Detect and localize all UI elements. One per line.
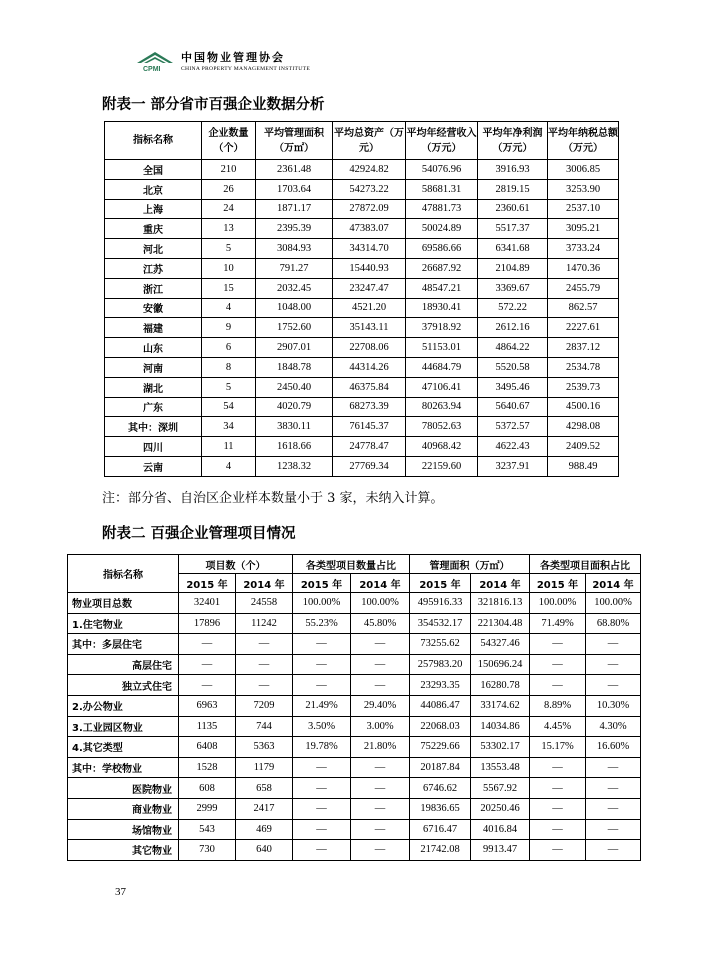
table-cell: 100.00% [530,593,586,614]
table-cell: 24 [202,199,256,219]
table-row [68,819,641,840]
table-cell: — [293,798,351,819]
table-cell: 47106.41 [406,377,478,397]
table-cell: 73255.62 [410,634,471,655]
table-row [68,634,641,655]
table-cell: 1871.17 [256,199,333,219]
table-row [105,199,619,219]
table-cell: 6716.47 [410,819,471,840]
table-cell: 53302.17 [471,737,530,758]
table-cell: 862.57 [548,298,619,318]
row-label: 2.办公物业 [68,695,179,716]
table-cell: 4.45% [530,716,586,737]
table-cell: 44684.79 [406,357,478,377]
table-cell: 48547.21 [406,278,478,298]
table-cell: 55.23% [293,613,351,634]
year-header: 2015 年 [530,574,586,593]
table-cell: 1048.00 [256,298,333,318]
table-cell: 354532.17 [410,613,471,634]
project-data-table [67,554,641,861]
table-cell: 2534.78 [548,357,619,377]
table-cell: 3253.90 [548,179,619,199]
table-cell: 45.80% [351,613,410,634]
table-cell: 4 [202,456,256,476]
table-cell: 42924.82 [333,160,406,180]
row-label: 上海 [105,199,202,219]
column-header: 平均总资产（万元） [333,122,406,160]
table-row [105,437,619,457]
table-cell: 44086.47 [410,695,471,716]
table-cell: 10 [202,258,256,278]
column-header: 平均年纳税总额（万元） [548,122,619,160]
table-cell: 1703.64 [256,179,333,199]
table-cell: 4500.16 [548,397,619,417]
table-cell: 1238.32 [256,456,333,476]
table-cell: — [530,634,586,655]
row-label: 高层住宅 [68,654,179,675]
table-cell: 13553.48 [471,757,530,778]
table-cell: 13 [202,219,256,239]
row-label: 湖北 [105,377,202,397]
table-row [105,179,619,199]
table-cell: 1752.60 [256,318,333,338]
table-cell: 2612.16 [478,318,548,338]
table-cell: — [236,654,293,675]
table-row [68,840,641,861]
table-cell: 221304.48 [471,613,530,634]
table-cell: 1618.66 [256,437,333,457]
table-cell: 32401 [179,593,236,614]
table-cell: 1179 [236,757,293,778]
table-cell: 23293.35 [410,675,471,696]
table-cell: — [293,634,351,655]
table-cell: 24558 [236,593,293,614]
table-cell: 4016.84 [471,819,530,840]
table-row [105,258,619,278]
header-group: 各类型项目面积占比 [530,555,641,574]
table-cell: 14034.86 [471,716,530,737]
year-header: 2015 年 [293,574,351,593]
table-cell: 15 [202,278,256,298]
table-cell: 744 [236,716,293,737]
table-cell: 40968.42 [406,437,478,457]
year-header: 2015 年 [179,574,236,593]
table-cell: 71.49% [530,613,586,634]
column-header: 企业数量（个） [202,122,256,160]
table-cell: 608 [179,778,236,799]
cpmi-logo [135,50,310,78]
table-cell: 3830.11 [256,417,333,437]
table-cell: — [351,757,410,778]
table-cell: — [351,654,410,675]
table-cell: 68273.39 [333,397,406,417]
table-row [105,338,619,358]
table-cell: 3.50% [293,716,351,737]
table-cell: 1135 [179,716,236,737]
table-cell: 5363 [236,737,293,758]
table-cell: 6408 [179,737,236,758]
table-cell: 3733.24 [548,239,619,259]
row-label: 物业项目总数 [68,593,179,614]
org-name-cn: 中国物业管理协会 [181,51,285,64]
table-row [105,456,619,476]
table-cell: 1470.36 [548,258,619,278]
table-cell: 210 [202,160,256,180]
table-cell: 3095.21 [548,219,619,239]
table-cell: 2455.79 [548,278,619,298]
row-label: 其它物业 [68,840,179,861]
table-row [68,778,641,799]
table-cell: 2539.73 [548,377,619,397]
table-row [105,160,619,180]
table-cell: — [179,675,236,696]
table-cell: — [293,819,351,840]
column-header: 平均管理面积（万㎡） [256,122,333,160]
table-cell: 100.00% [351,593,410,614]
table-cell: — [586,798,641,819]
row-label: 北京 [105,179,202,199]
row-label: 其中：多层住宅 [68,634,179,655]
header-indicator-name: 指标名称 [68,555,179,593]
table-cell: 68.80% [586,613,641,634]
year-header: 2014 年 [351,574,410,593]
table-cell: 15.17% [530,737,586,758]
table-cell: — [293,778,351,799]
table-cell: 100.00% [293,593,351,614]
table-cell: 15440.93 [333,258,406,278]
year-header: 2015 年 [410,574,471,593]
table-cell: 543 [179,819,236,840]
year-header: 2014 年 [236,574,293,593]
table-cell: 4864.22 [478,338,548,358]
table-cell: 11 [202,437,256,457]
row-label: 全国 [105,160,202,180]
table-cell: 3237.91 [478,456,548,476]
table-row [68,593,641,614]
table-cell: 6963 [179,695,236,716]
table-row [105,298,619,318]
table-cell: 988.49 [548,456,619,476]
table-cell: 10.30% [586,695,641,716]
row-label: 4.其它类型 [68,737,179,758]
table-cell: 2395.39 [256,219,333,239]
table-cell: 3084.93 [256,239,333,259]
row-label: 其中：学校物业 [68,757,179,778]
table-cell: — [586,840,641,861]
table-cell: 5 [202,377,256,397]
table-cell: — [236,634,293,655]
row-label: 云南 [105,456,202,476]
table-cell: 22708.06 [333,338,406,358]
row-label: 河北 [105,239,202,259]
table-cell: 1528 [179,757,236,778]
table-cell: 27769.34 [333,456,406,476]
table-cell: 791.27 [256,258,333,278]
table-cell: 4622.43 [478,437,548,457]
row-label: 商业物业 [68,798,179,819]
table-cell: 4.30% [586,716,641,737]
table-cell: 20187.84 [410,757,471,778]
table-cell: — [586,675,641,696]
table-cell: 54327.46 [471,634,530,655]
table-cell: 2907.01 [256,338,333,358]
table-cell: — [351,840,410,861]
table-cell: — [236,675,293,696]
table-row [68,798,641,819]
table-cell: 2450.40 [256,377,333,397]
table-cell: — [530,840,586,861]
table-cell: 3006.85 [548,160,619,180]
table-cell: 23247.47 [333,278,406,298]
table-cell: — [586,757,641,778]
org-name-en: CHINA PROPERTY MANAGEMENT INSTITUTE [181,66,311,72]
table-cell: 6746.62 [410,778,471,799]
table-cell: 19.78% [293,737,351,758]
table-row [68,695,641,716]
table-cell: 8.89% [530,695,586,716]
table-row [105,397,619,417]
table-cell: — [586,654,641,675]
table-cell: — [530,757,586,778]
table-cell: — [586,634,641,655]
table-cell: 58681.31 [406,179,478,199]
table-cell: 22159.60 [406,456,478,476]
table-cell: 16280.78 [471,675,530,696]
table-cell: 4 [202,298,256,318]
table-row [68,613,641,634]
table-row [105,219,619,239]
table-cell: — [351,675,410,696]
row-label: 安徽 [105,298,202,318]
table-cell: 7209 [236,695,293,716]
table-cell: 100.00% [586,593,641,614]
table-cell: — [179,654,236,675]
table-cell: 4521.20 [333,298,406,318]
table-cell: 5372.57 [478,417,548,437]
row-label: 福建 [105,318,202,338]
table-cell: 3.00% [351,716,410,737]
table-row [105,318,619,338]
table-cell: 33174.62 [471,695,530,716]
table-cell: 6341.68 [478,239,548,259]
table-row [105,377,619,397]
table-cell: 19836.65 [410,798,471,819]
table-cell: 4020.79 [256,397,333,417]
roof-logo-icon [135,50,175,78]
table-cell: 26687.92 [406,258,478,278]
row-label: 重庆 [105,219,202,239]
table-cell: 50024.89 [406,219,478,239]
row-label: 江苏 [105,258,202,278]
table-cell: 150696.24 [471,654,530,675]
table-cell: 5 [202,239,256,259]
table-cell: 11242 [236,613,293,634]
table-cell: 37918.92 [406,318,478,338]
table-cell: 8 [202,357,256,377]
table-cell: 47383.07 [333,219,406,239]
row-label: 河南 [105,357,202,377]
table-cell: 2104.89 [478,258,548,278]
table-cell: 5520.58 [478,357,548,377]
table1-title: 附表一 部分省市百强企业数据分析 [102,97,325,113]
table-cell: — [586,819,641,840]
table-cell: 46375.84 [333,377,406,397]
table-cell: 640 [236,840,293,861]
header-group: 管理面积（万㎡） [410,555,530,574]
table-cell: 17896 [179,613,236,634]
table-cell: — [530,778,586,799]
logo-abbreviation: CPMI [143,66,161,73]
table-row [105,239,619,259]
table-cell: 469 [236,819,293,840]
column-header: 平均年经营收入（万元） [406,122,478,160]
table-cell: 16.60% [586,737,641,758]
table-cell: 2361.48 [256,160,333,180]
table-cell: 2032.45 [256,278,333,298]
table-row [68,716,641,737]
table-cell: 4298.08 [548,417,619,437]
table2-title: 附表二 百强企业管理项目情况 [102,526,296,542]
table-cell: 54 [202,397,256,417]
table-cell: 3495.46 [478,377,548,397]
table-cell: 76145.37 [333,417,406,437]
table-cell: 2360.61 [478,199,548,219]
table-cell: 3916.93 [478,160,548,180]
row-label: 医院物业 [68,778,179,799]
header-group: 各类型项目数量占比 [293,555,410,574]
table-cell: 321816.13 [471,593,530,614]
table-row [68,757,641,778]
table-cell: 2227.61 [548,318,619,338]
table-cell: 21.49% [293,695,351,716]
table1-note: 注：部分省、自治区企业样本数量小于 3 家，未纳入计算。 [102,491,444,506]
table-cell: 2999 [179,798,236,819]
table-cell: 54076.96 [406,160,478,180]
table-cell: — [351,634,410,655]
table-cell: — [293,675,351,696]
table-cell: 34314.70 [333,239,406,259]
table-cell: — [351,778,410,799]
table-cell: 21742.08 [410,840,471,861]
table-cell: — [586,778,641,799]
table-row [68,654,641,675]
table-cell: 24778.47 [333,437,406,457]
table-cell: 2837.12 [548,338,619,358]
row-label: 山东 [105,338,202,358]
row-label: 四川 [105,437,202,457]
table-cell: 5567.92 [471,778,530,799]
table-cell: 2417 [236,798,293,819]
table-cell: — [293,654,351,675]
table-cell: 3369.67 [478,278,548,298]
year-header: 2014 年 [586,574,641,593]
table-cell: 34 [202,417,256,437]
table-cell: 51153.01 [406,338,478,358]
table-row [105,278,619,298]
table-cell: — [530,654,586,675]
table-cell: 6 [202,338,256,358]
table-cell: 9913.47 [471,840,530,861]
table-cell: 47881.73 [406,199,478,219]
table-cell: 257983.20 [410,654,471,675]
table-cell: 9 [202,318,256,338]
page-number: 37 [115,886,126,898]
table-cell: 54273.22 [333,179,406,199]
table-cell: — [530,675,586,696]
table-cell: — [351,798,410,819]
table-cell: 18930.41 [406,298,478,318]
table-cell: — [530,798,586,819]
table-cell: 2819.15 [478,179,548,199]
table-cell: 29.40% [351,695,410,716]
header-group: 项目数（个） [179,555,293,574]
province-data-table [104,121,619,477]
table-cell: 69586.66 [406,239,478,259]
row-label: 其中：深圳 [105,417,202,437]
column-header: 平均年净利润（万元） [478,122,548,160]
table-cell: 658 [236,778,293,799]
table-cell: 5517.37 [478,219,548,239]
table-cell: 27872.09 [333,199,406,219]
table-cell: 21.80% [351,737,410,758]
table-cell: — [179,634,236,655]
table-cell: 2409.52 [548,437,619,457]
table-row [68,737,641,758]
table-row [105,357,619,377]
year-header: 2014 年 [471,574,530,593]
row-label: 3.工业园区物业 [68,716,179,737]
row-label: 浙江 [105,278,202,298]
row-label: 场馆物业 [68,819,179,840]
table-cell: 1848.78 [256,357,333,377]
table-cell: 495916.33 [410,593,471,614]
table-cell: 78052.63 [406,417,478,437]
table-cell: — [530,819,586,840]
table-cell: 2537.10 [548,199,619,219]
row-label: 1.住宅物业 [68,613,179,634]
table-cell: — [351,819,410,840]
table-cell: 730 [179,840,236,861]
row-label: 广东 [105,397,202,417]
table-cell: 80263.94 [406,397,478,417]
table-cell: 26 [202,179,256,199]
table-cell: — [293,840,351,861]
table-row [105,417,619,437]
row-label: 独立式住宅 [68,675,179,696]
table-cell: 572.22 [478,298,548,318]
table-cell: 22068.03 [410,716,471,737]
table-cell: 5640.67 [478,397,548,417]
table-cell: 44314.26 [333,357,406,377]
table-row [68,675,641,696]
table-cell: — [293,757,351,778]
table-cell: 35143.11 [333,318,406,338]
table-cell: 75229.66 [410,737,471,758]
column-header: 指标名称 [105,122,202,160]
table-cell: 20250.46 [471,798,530,819]
